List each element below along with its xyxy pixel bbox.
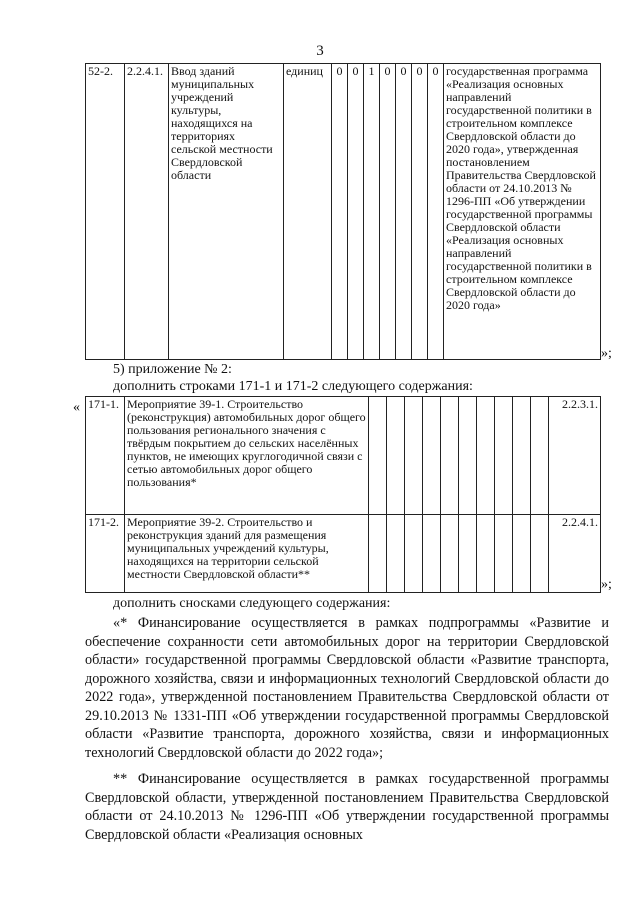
value-cell: 0 [412, 64, 428, 360]
source-cell: государственная программа «Реализация основных направлений государственной политики в строительном комплексе Свердловской области до 2020 года», утвержденная постановлением Правительства Свердловской области от 24.10.2013 № 1296-ПП «Об утверждении государственной программы Свердловской области «Реализация основных направлений государственной политики в строительном комплексе Свердловской области до 2020 года» [444, 64, 601, 360]
row-number-cell: 52-2. [86, 64, 125, 360]
table2-closing: »; [601, 577, 612, 592]
value-cell: 0 [380, 64, 396, 360]
row-code-cell: 2.2.3.1. [549, 397, 601, 515]
row-code-cell: 2.2.4.1. [125, 64, 169, 360]
unit-cell: единиц [284, 64, 332, 360]
table-row [86, 64, 601, 360]
value-cell: 0 [332, 64, 348, 360]
table2-open-quote: « [73, 400, 80, 415]
footnotes-line: дополнить сносками следующего содержания: [113, 596, 391, 611]
value-cell: 0 [348, 64, 364, 360]
measure-text-cell: Мероприятие 39-1. Строительство (реконструкция) автомобильных дорог общего пользования регионального значения с твёрдым покрытием до сельских населённых пунктов, не имеющих круглогодичной связи с сетью автомобильных дорог общего пользования* [125, 397, 369, 515]
footnote-1: «* Финансирование осуществляется в рамках подпрограммы «Развитие и обеспечение сохранности сети автомобильных дорог на территории Свердловской области» государственной программы Свердловской области «Развитие транспорта, дорожного хозяйства, связи и информационных технологий Свердловской области до 2022 года», утвержденной постановлением Правительства Свердловской области от 29.10.2013 № 1331-ПП «Об утверждении государственной программы Свердловской области «Развитие транспорта, дорожного хозяйства, связи и информационных технологий Свердловской области до 2022 года»; [85, 615, 609, 761]
row-code-cell: 2.2.4.1. [549, 515, 601, 593]
value-cell: 0 [396, 64, 412, 360]
row-number-cell: 171-2. [86, 515, 125, 593]
table1-closing: »; [601, 346, 612, 361]
measures-table [85, 396, 601, 593]
footnote-2: ** Финансирование осуществляется в рамках государственной программы Свердловской области, утвержденной постановлением Правительства Свердловской области от 24.10.2013 № 1296-ПП «Об утверждении государственной программы Свердловской области «Реализация основных [85, 771, 609, 843]
add-rows-line: дополнить строками 171-1 и 171-2 следующего содержания: [113, 379, 473, 394]
measure-text-cell: Мероприятие 39-2. Строительство и реконструкция зданий для размещения муниципальных учреждений культуры, находящихся на территории сельской местности Свердловской области** [125, 515, 369, 593]
row-number-cell: 171-1. [86, 397, 125, 515]
table-row [86, 397, 601, 515]
value-cell: 0 [428, 64, 444, 360]
indicator-name-cell: Ввод зданий муниципальных учреждений культуры, находящихся на территориях сельской местности Свердловской области [169, 64, 284, 360]
value-cell: 1 [364, 64, 380, 360]
appendix-line: 5) приложение № 2: [113, 362, 232, 377]
page-number: 3 [316, 43, 324, 59]
indicators-table [85, 63, 601, 360]
table-row [86, 515, 601, 593]
